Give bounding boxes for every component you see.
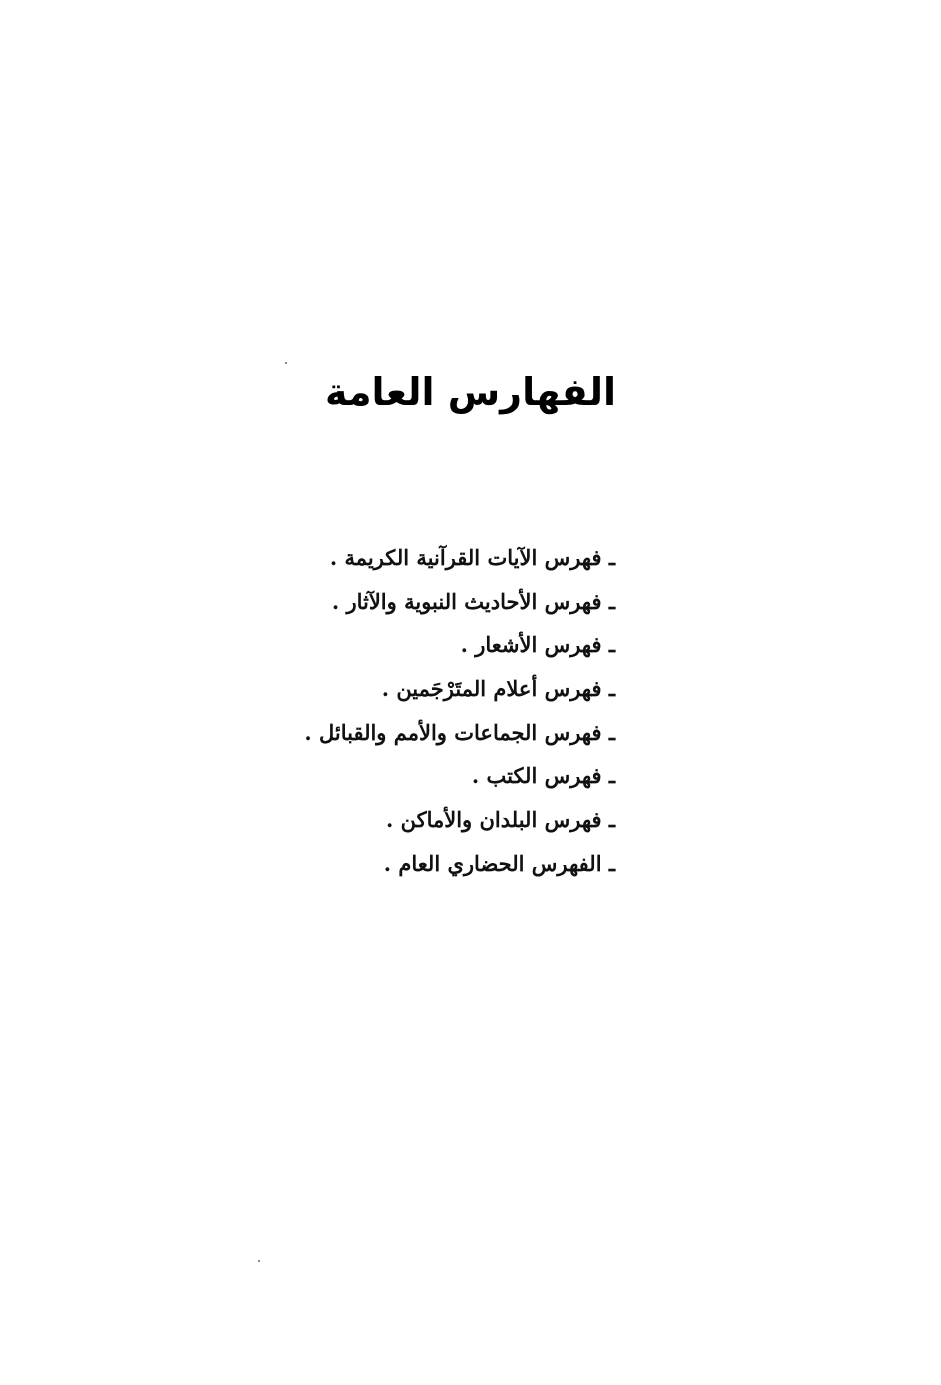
index-item-hadiths: ـ فهرس الأحاديث النبوية والآثار . — [331, 588, 615, 614]
index-item-groups-tribes: ـ فهرس الجماعات والأمم والقبائل . — [304, 719, 615, 745]
index-item-general: ـ الفهرس الحضاري العام . — [383, 850, 615, 876]
index-item-biographies: ـ فهرس أعلام المتَرْجَمين . — [381, 676, 615, 702]
index-item-books: ـ فهرس الكتب . — [471, 763, 615, 789]
scan-speck — [258, 1260, 260, 1262]
index-item-places: ـ فهرس البلدان والأماكن . — [385, 807, 615, 833]
index-item-quran-verses: ـ فهرس الآيات القرآنية الكريمة . — [329, 545, 615, 570]
scan-speck — [285, 362, 287, 364]
index-item-poems: ـ فهرس الأشعار . — [460, 632, 615, 658]
index-list — [195, 536, 615, 886]
page-title: الفهارس العامة — [324, 370, 617, 414]
